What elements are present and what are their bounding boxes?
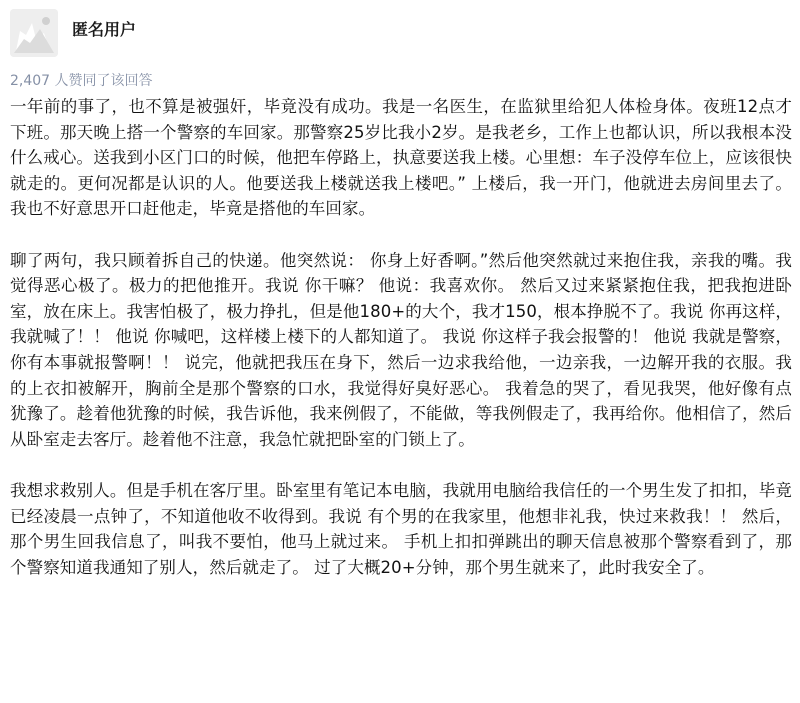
answer-content — [10, 94, 792, 580]
vote-count: 2,407 人赞同了该回答 — [10, 73, 153, 89]
anonymous-avatar-icon[interactable] — [10, 9, 58, 57]
answer-paragraph: 聊了两句，我只顾着拆自己的快递。他突然说： 你身上好香啊。”然后他突然就过来抱住我，亲我的嘴。我觉得恶心极了。极力的把他推开。我说 你干嘛？ 他说：我喜欢你。 然后又过来紧紧抱住我，把我抱进卧室，放在床上。我害怕极了，极力挣扎，但是他180+的大个，我才150，根本挣脱不了。我说 你再这样，我就喊了！！ 他说 你喊吧，这样楼上楼下的人都知道了。 我说 你这样子我会报警的！ 他说 我就是警察，你有本事就报警啊！！ 说完，他就把我压在身下，然后一边求我给他，一边亲我，一边解开我的衣服。我的上衣扣被解开，胸前全是那个警察的口水，我觉得好臭好恶心。 我着急的哭了，看见我哭，他好像有点犹豫了。趁着他犹豫的时候，我告诉他，我来例假了，不能做，等我例假走了，我再给你。他相信了，然后从卧室走去客厅。趁着他不注意，我急忙就把卧室的门锁上了。 — [10, 250, 792, 449]
answer-paragraph: 一年前的事了，也不算是被强奸，毕竟没有成功。我是一名医生，在监狱里给犯人体检身体。夜班12点才下班。那天晚上搭一个警察的车回家。那警察25岁比我小2岁。是我老乡，工作上也都认识，所以我根本没什么戒心。送我到小区门口的时候，他把车停路上，执意要送我上楼。心里想：车子没停车位上，应该很快就走的。更何况都是认识的人。他要送我上楼就送我上楼吧。” 上楼后，我一开门，他就进去房间里去了。我也不好意思开口赶他走，毕竟是搭他的车回家。 — [10, 97, 792, 219]
author-name[interactable]: 匿名用户 — [72, 19, 137, 39]
author-header — [10, 0, 792, 64]
answer-paragraph: 我想求救别人。但是手机在客厅里。卧室里有笔记本电脑，我就用电脑给我信任的一个男生发了扣扣，毕竟已经凌晨一点钟了，不知道他收不收得到。我说 有个男的在我家里，他想非礼我，快过来救我！！ 然后，那个男生回我信息了，叫我不要怕，他马上就过来。 手机上扣扣弹跳出的聊天信息被那个警察看到了，那个警察知道我通知了别人，然后就走了。 过了大概20+分钟，那个男生就来了，此时我安全了。 — [10, 480, 792, 577]
avatar-graphic — [10, 9, 58, 57]
